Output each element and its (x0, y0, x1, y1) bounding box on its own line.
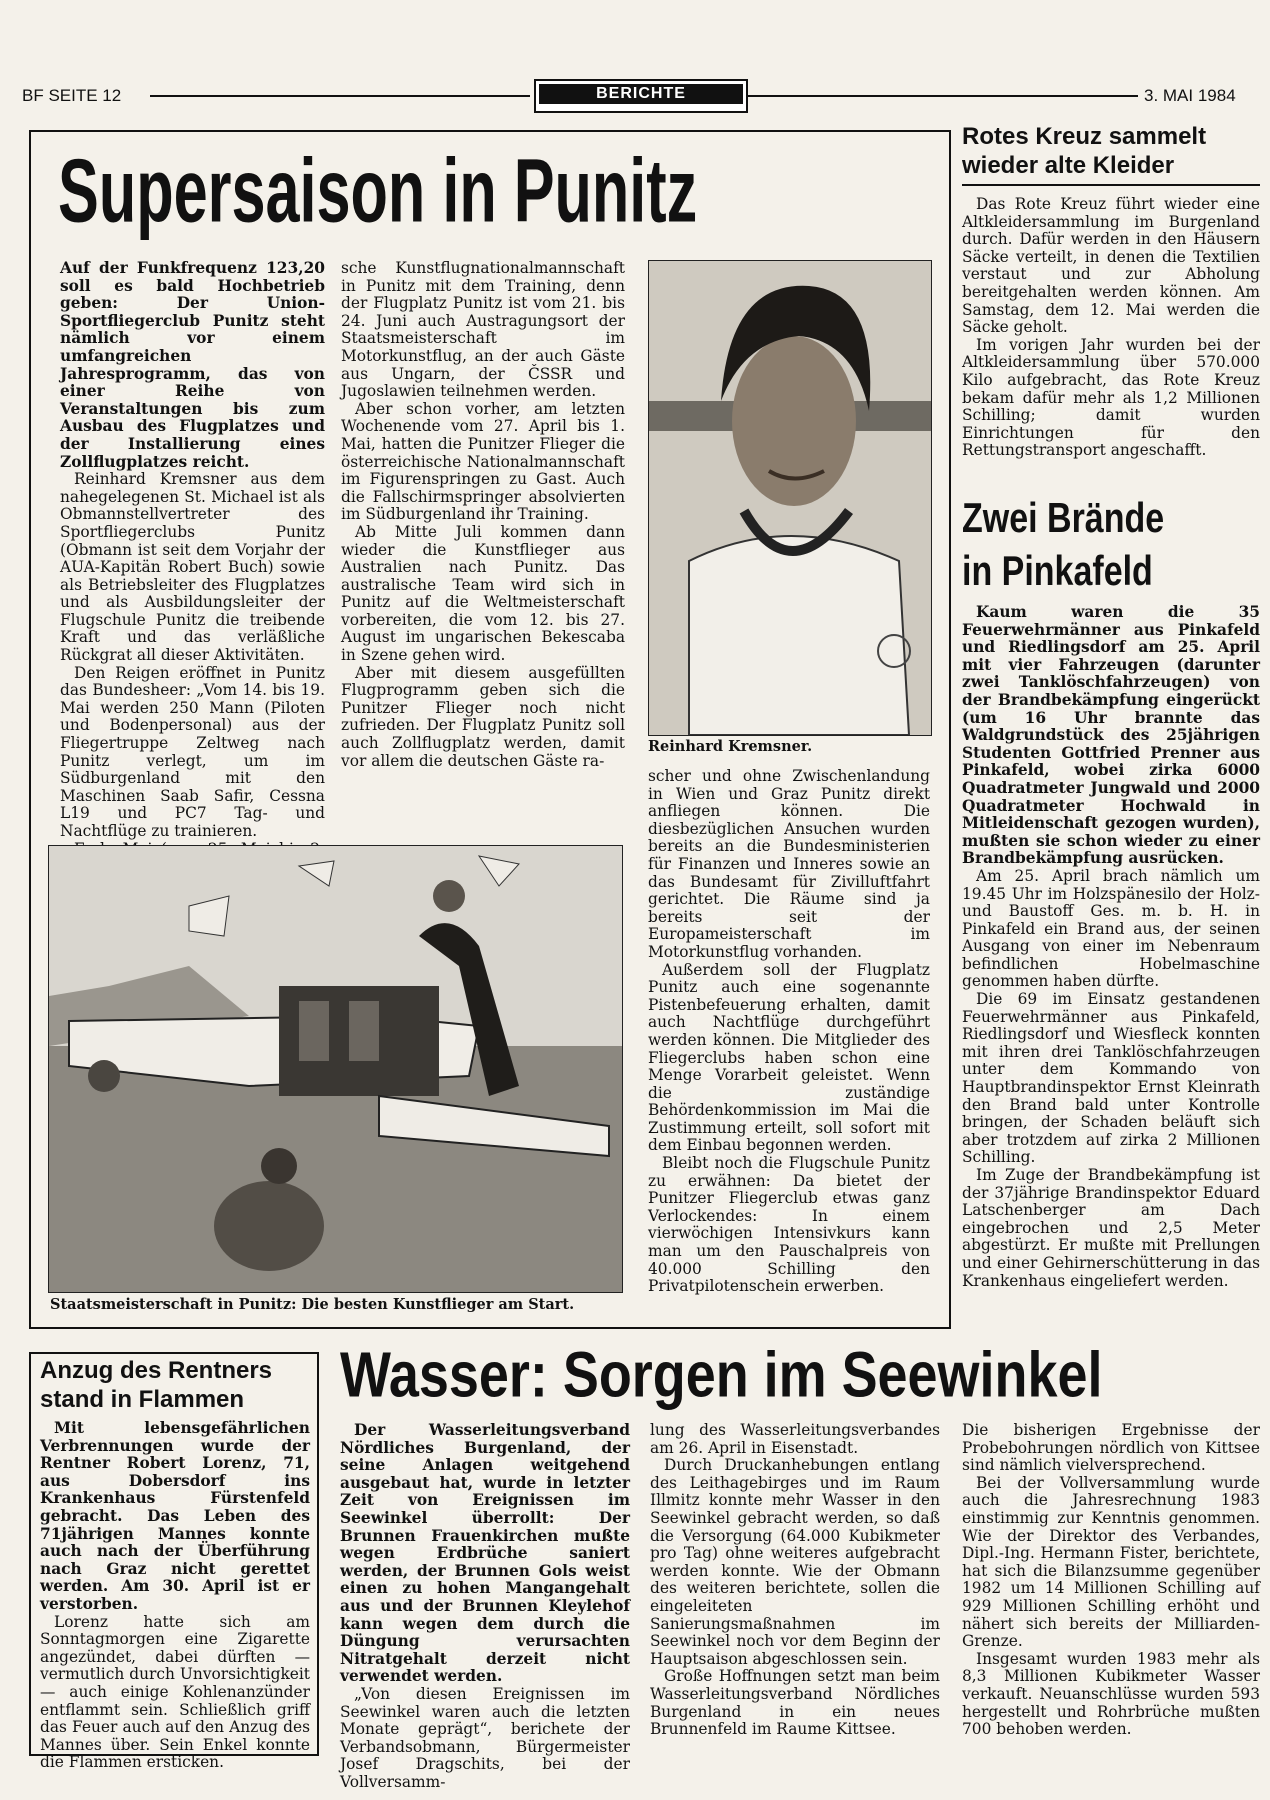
paragraph: Insgesamt wurden 1983 mehr als 8,3 Millionen Kubikmeter Wasser verkauft. Neuanschlüsse wurden 593 hergestellt und Rohrbrüche mußten 700 behoben werden. (962, 1649, 1260, 1739)
water-lead: Der Wasserleitungsverband Nördliches Burgenland, der seine Anlagen weitgehend ausgebaut hat, wurde in letzter Zeit von Ereignissen im Seewinkel überrollt: Der Brunnen Frauenkirchen mußte wegen Erdbrüche saniert werden, der Brunnen Gols weist einen zu hohen Mangangehalt aus und der Brunnen Kleylehof kann wegen dem durch die Düngung verursachten Nitratgehalt derzeit nicht verwendet werden. (340, 1421, 630, 1686)
paragraph: lung des Wasserleitungsverbandes am 26. April in Eisenstadt. (650, 1421, 940, 1457)
water-column-3 (962, 1422, 1260, 1739)
water-headline: Wasser: Sorgen im Seewinkel (340, 1339, 1103, 1411)
redcross-column (962, 196, 1260, 460)
paragraph: Bleibt noch die Flugschule Punitz zu erwähnen: Da bietet der Punitzer Fliegerclub etwas ganz Verlockendes: In einem vierwöchigen Intensivkurs kann man um den Pauschalpreis von 40.000 Schilling den Privatpilotenschein erwerben. (648, 1154, 930, 1296)
paragraph: Die 69 im Einsatz gestandenen Feuerwehrmänner aus Pinkafeld, Riedlingsdorf und Wiesfleck konnten mit ihren drei Tanklöschfahrzeugen unter dem Kommando von Hauptbrandinspektor Ernst Kleinrath den Brand bald unter Kontrolle bringen, der Schaden beläuft sich aber trotzdem auf zirka 2 Millionen Schilling. (962, 990, 1260, 1167)
page-number: BF SEITE 12 (22, 86, 122, 105)
fire-headline-line2: in Pinkafeld (962, 548, 1153, 595)
pensioner-column (40, 1420, 310, 1772)
pensioner-lead: Mit lebensgefährlichen Verbrennungen wurde der Rentner Robert Lorenz, 71, aus Dobersdorf ins Krankenhaus Fürstenfeld gebracht. Das Leben des 71jährigen Mannes konnte auch nach der Überführung nach Graz nicht gerettet werden. Am 30. April ist er verstorben. (40, 1419, 310, 1613)
portrait-caption: Reinhard Kremsner. (648, 738, 813, 755)
pensioner-headline: Anzug des Rentners stand in Flammen (40, 1357, 273, 1413)
water-column-2 (650, 1422, 940, 1739)
airfield-photo-caption: Staatsmeisterschaft in Punitz: Die besten Kunstflieger am Start. (50, 1296, 575, 1313)
fire-column (962, 604, 1260, 1290)
section-label: BERICHTE (534, 79, 748, 113)
paragraph: Aber schon vorher, am letzten Wochenende vom 27. April bis 1. Mai, hatten die Punitzer Flieger die österreichische Nationalmannschaft im Figurenspringen zu Gast. Auch die Fallschirmspringer absolvierten im Südburgenland ihr Training. (341, 399, 625, 524)
main-lead: Auf der Funkfrequenz 123,20 soll es bald Hochbetrieb geben: Der Union-Sportfliegerclub Punitz steht nämlich vor einem umfangreichen Jahresprogramm, das von einer Reihe von Veranstaltungen bis zum Ausbau des Flugplatzes und der Installierung eines Zollflugplatzes reicht. (60, 259, 325, 471)
main-column-3 (648, 768, 930, 1296)
divider (962, 184, 1260, 186)
fire-lead: Kaum waren die 35 Feuerwehrmänner aus Pinkafeld und Riedlingsdorf am 25. April mit vier Fahrzeugen (darunter zwei Tanklöschfahrzeugen) von der Brandbekämpfung eingerückt (um 16 Uhr brannte das Waldgrundstück des 25jährigen Studenten Gottfried Prenner aus Pinkafeld, wobei zirka 6000 Quadratmeter Jungwald und 2000 Quadratmeter Hochwald in Mitleidenschaft gezogen wurden), mußten sie schon wieder zu einer Brandbekämpfung ausrücken. (962, 603, 1260, 868)
water-column-1 (340, 1422, 630, 1791)
main-headline: Supersaison in Punitz (58, 141, 698, 242)
paragraph: Den Reigen eröffnet in Punitz das Bundesheer: „Vom 14. bis 19. Mai werden 250 Mann (Piloten und Bodenpersonal) aus der Fliegertruppe Zeltweg nach Punitz verlegt, um im Südburgenland mit den Maschinen Saab Safir, Cessna L19 und PC7 Tag- und Nachtflüge zu trainieren. (60, 663, 325, 840)
main-column-1 (60, 260, 325, 876)
paragraph: Im Zuge der Brandbekämpfung ist der 37jährige Brandinspektor Eduard Latschenberger am Dach eingebrochen und 2,5 Meter abgestürzt. Er mußte mit Prellungen und einer Gehirnerschütterung in das Krankenhaus eingeliefert werden. (962, 1166, 1260, 1290)
main-column-2 (341, 260, 625, 770)
portrait-image (649, 261, 931, 735)
paragraph: Das Rote Kreuz führt wieder eine Altkleidersammlung im Burgenland durch. Dafür werden in den Häusern Säcke verteilt, in denen die Textilien verstaut und zur Abholung bereitgehalten werden können. Am Samstag, dem 12. Mai werden die Säcke geholt. (962, 195, 1260, 337)
paragraph: Außerdem soll der Flugplatz Punitz auch eine sogenannte Pistenbefeuerung erhalten, damit auch Nachtflüge durchgeführt werden können. Die Mitglieder des Fliegerclubs haben schon eine Menge Vorarbeit geleistet. Wenn die zuständige Behördenkommission im Mai die Zustimmung erteilt, soll sofort mit dem Einbau begonnen werden. (648, 960, 930, 1155)
header-rule-left (150, 95, 530, 97)
header-rule-right (748, 95, 1138, 97)
paragraph: Lorenz hatte sich am Sonntagmorgen eine Zigarette angezündet, dabei dürften — vermutlich durch Unvorsichtigkeit — auch einige Kohlenanzünder entflammt sein. Schließlich griff das Feuer auch auf den Anzug des Mannes über. Sein Enkel konnte die Flammen ersticken. (40, 1612, 310, 1772)
paragraph: sche Kunstflugnationalmannschaft in Punitz mit dem Training, denn der Flugplatz Punitz ist vom 21. bis 24. Juni auch Austragungsort der Staatsmeisterschaft im Motorkunstflug, an der auch Gäste aus Ungarn, der ČSSR und Jugoslawien teilnehmen werden. (341, 259, 625, 401)
airfield-image (49, 846, 622, 1292)
paragraph: Ab Mitte Juli kommen dann wieder die Kunstflieger aus Australien nach Punitz. Das australische Team wird sich in Punitz auf die Weltmeisterschaft vorbereiten, die vom 12. bis 27. August im ungarischen Bekescaba in Szene gehen wird. (341, 522, 625, 665)
paragraph: scher und ohne Zwischenlandung in Wien und Graz Punitz direkt anfliegen können. Die diesbezüglichen Ansuchen wurden bereits an die Bundesministerien für Finanzen und Inneres sowie an das Bundesamt für Zivilluftfahrt gerichtet. Die Räume sind ja bereits seit der Europameisterschaft im Motorkunstflug vorhanden. (648, 767, 930, 961)
paragraph: Durch Druckanhebungen entlang des Leithagebirges und im Raum Illmitz konnte mehr Wasser in den Seewinkel gebracht werden, so daß die Versorgung (64.000 Kubikmeter pro Tag) ohne weiteres aufgebracht werden konnte. Wie der Obmann des weiteren berichtete, sollen die eingeleiteten Sanierungsmaßnahmen im Seewinkel noch vor dem Beginn der Hauptsaison abgeschlossen sein. (650, 1456, 940, 1668)
paragraph: Große Hoffnungen setzt man beim Wasserleitungsverband Nördliches Burgenland in ein neues Brunnenfeld im Raume Kittsee. (650, 1667, 940, 1739)
paragraph: Im vorigen Jahr wurden bei der Altkleidersammlung über 570.000 Kilo aufgebracht, das Rote Kreuz bekam dafür mehr als 1,2 Millionen Schilling; damit wurden Einrichtungen für den Rettungstransport angeschafft. (962, 335, 1260, 460)
paragraph: „Von diesen Ereignissen im Seewinkel waren auch die letzten Monate geprägt“, berichete der Verbandsobmann, Bürgermeister Josef Dragschits, bei der Vollversamm- (340, 1684, 630, 1791)
paragraph: Aber mit diesem ausgefüllten Flugprogramm geben sich die Punitzer Flieger noch nicht zufrieden. Der Flugplatz Punitz soll auch Zollflugplatz werden, damit vor allem die deutschen Gäste ra- (341, 663, 625, 770)
airfield-photo (48, 845, 623, 1293)
fire-headline-line1: Zwei Brände (962, 495, 1165, 542)
paragraph: Bei der Vollversammlung wurde auch die Jahresrechnung 1983 einstimmig zur Kenntnis genommen. Wie der Direktor des Verbandes, Dipl.-Ing. Hermann Fister, berichtete, hat sich die Bilanzsumme gegenüber 1982 um 14 Millionen Schilling auf 929 Millionen Schilling erhöht und nähert sich bereits der Milliarden-Grenze. (962, 1473, 1260, 1651)
redcross-headline: Rotes Kreuz sammelt wieder alte Kleider (962, 123, 1207, 179)
issue-date: 3. MAI 1984 (1144, 86, 1236, 105)
paragraph: Die bisherigen Ergebnisse der Probebohrungen nördlich von Kittsee sind nämlich vielversprechend. (962, 1421, 1260, 1475)
paragraph: Reinhard Kremsner aus dem nahegelegenen St. Michael ist als Obmannstellvertreter des Sportfliegerclubs Punitz (Obmann ist seit dem Vorjahr der AUA-Kapitän Robert Buch) sowie als Betriebsleiter des Flugplatzes und als Ausbildungsleiter der Flugschule Punitz die treibende Kraft und das verläßliche Rückgrat all dieser Aktivitäten. (60, 470, 325, 665)
portrait-photo (648, 260, 932, 736)
paragraph: Am 25. April brach nämlich um 19.45 Uhr im Holzspänesilo der Holz- und Baustoff Ges. m. b. H. in Pinkafeld ein Brand aus, der seinen Ausgang von einer im Nebenraum befindlichen Hobelmaschine genommen haben dürfte. (962, 866, 1260, 991)
